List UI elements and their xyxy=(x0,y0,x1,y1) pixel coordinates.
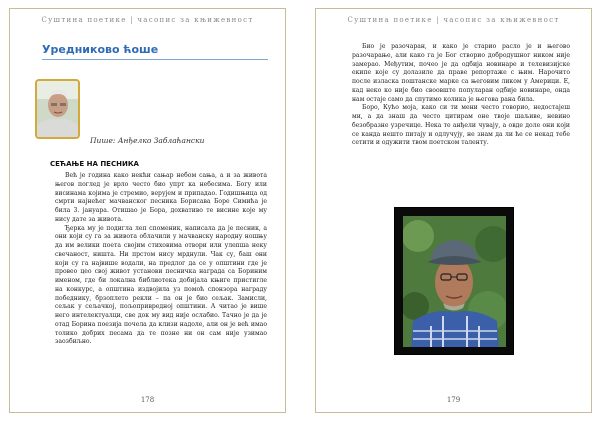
page-number: 179 xyxy=(446,396,461,404)
running-header: Суштина поетике | часопис за књижевност xyxy=(41,16,254,24)
left-page xyxy=(9,8,286,413)
paragraph: Боро, Кућо моја, како си ти мени често говорио, недостајеш ми, а да знаш да често цитирам оне твоје шаљиве, невино безобразне узречице. Нека те анђели чувају, а овде доле они који се канда нешто питају и одлучују, не знам да ли ће се некад тебе сетити и одужити твом поетском таленту. xyxy=(352,104,570,147)
paragraph: Ђерка му је подигла леп споменик, написала да је песник, а они који су га за живота облачили у мачванску народну ношњу да им велики поета својим стиховима отвори или улепша неку свечаност, ништа. Ни прстом нису мрднули. Чак су, баш они који су га највише водали, на предлог да се у општини где је провео цео свој живот установи песничка награда са Бориним именом, где би локална библиотека добијала књиге пристигле на конкурс, а општина издвојила уз помоћ спонзора награду победнику, брзоплето рекли – па он је био сељак. Замисли, сељак у сељачкој, пољопривредној општини. А читао је више него интелектуалци, све док му вид није ослабио. Тачно је да је отад Борина поезија почела да клизи надоле, али он је већ имао толико добрих песама да те позне ни он сам није узимао заозбиљно. xyxy=(55,224,267,346)
poet-portrait-image xyxy=(403,216,506,347)
author-caption: Пише: Анђелко Заблаћански xyxy=(90,136,205,145)
page-number: 178 xyxy=(140,396,155,404)
section-title: Уредниково ћоше xyxy=(42,43,159,56)
section-title-rule xyxy=(42,59,268,60)
author-portrait-image xyxy=(37,81,78,137)
right-page xyxy=(315,8,592,413)
article-title: СЕЋАЊЕ НА ПЕСНИКА xyxy=(50,160,139,168)
poet-portrait-photo xyxy=(394,207,514,355)
article-body-right xyxy=(352,43,570,148)
paragraph: Био је разочаран, и како је старио расло је и његово разочарање, али како га је Бог створио добродушног ником није замерао. Међутим, почео је да одбија новинаре и телевизијске екипе које су долазиле да праве репортаже с њим. Нарочито после изласка поштанске марке са његовим ликом у Америци. Е, кад неко ко није био своовште популаран одбије новинаре, онда нам остаје само да спутимо колика је његова рана била. xyxy=(352,43,570,103)
paragraph: Већ је година како некћи сањар небом сања, а и за живота његов поглед је врло често био упрт ка небесима. Богу или висинама којима је стремио, верујем и припадао. Годишњица од смрти најнећег мачванског песника Борисава Боре Симића је била 3. јануара. Отишао је Бора, дохвативо те висине које му нису дате за живота. xyxy=(55,172,267,223)
running-header: Суштина поетике | часопис за књижевност xyxy=(347,16,560,24)
author-photo xyxy=(35,79,80,139)
article-body-left xyxy=(55,172,267,347)
